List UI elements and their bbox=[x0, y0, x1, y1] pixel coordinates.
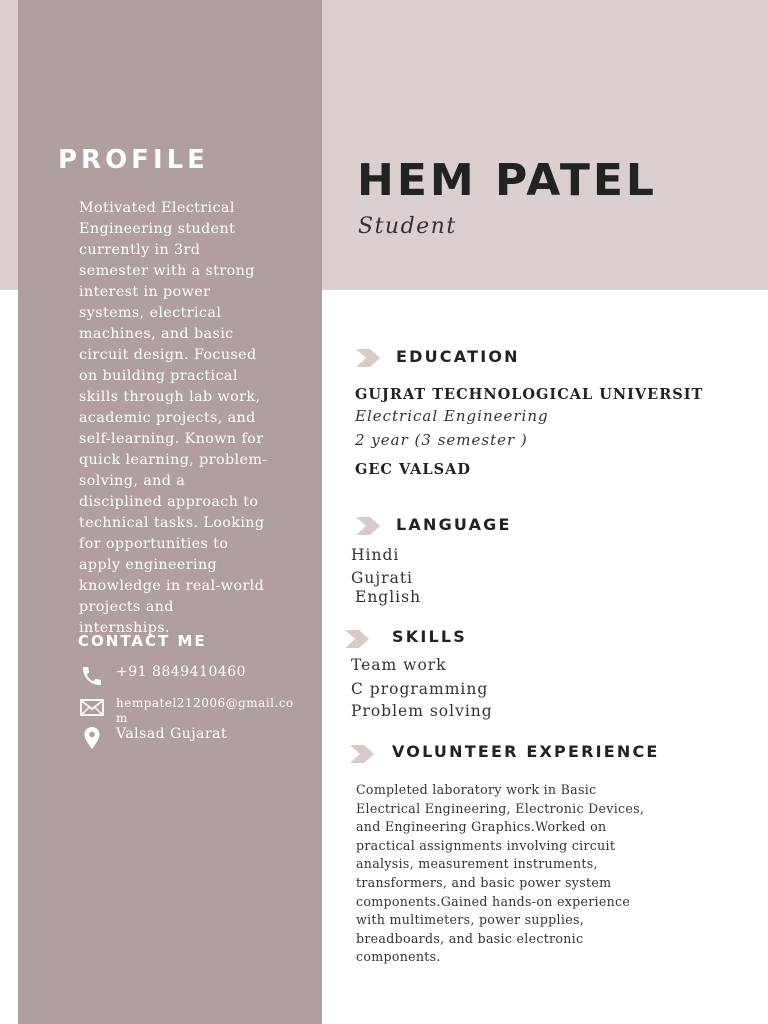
duration: 2 year (3 semester ) bbox=[355, 431, 528, 449]
person-name: HEM PATEL bbox=[357, 155, 657, 206]
volunteer-heading: VOLUNTEER EXPERIENCE bbox=[392, 742, 660, 761]
college-name: GEC VALSAD bbox=[355, 461, 471, 478]
phone-icon bbox=[80, 664, 104, 688]
profile-heading: PROFILE bbox=[58, 145, 209, 175]
envelope-icon bbox=[80, 696, 104, 720]
person-title: Student bbox=[358, 214, 457, 239]
profile-summary: Motivated Electrical Engineering student currently in 3rd semester with a strong interest in power systems, electrical machines, and basic circuit design. Focused on building practical skills through lab work, academic projects, and self-learning. Known for quick learning, problem-solving, and a disciplined approach to technical tasks. Looking for opportunities to apply engineering knowledge in real-world projects and internships. bbox=[79, 200, 268, 636]
map-pin-icon bbox=[80, 726, 104, 750]
chevron-right-icon bbox=[356, 349, 384, 367]
chevron-right-icon bbox=[356, 517, 384, 535]
skill-item: Team work bbox=[351, 656, 447, 674]
contact-heading: CONTACT ME bbox=[78, 632, 207, 650]
phone-number[interactable]: +91 8849410460 bbox=[116, 664, 247, 680]
skill-item: C programming bbox=[351, 680, 489, 698]
degree: Electrical Engineering bbox=[355, 407, 549, 425]
language-item: Gujrati bbox=[351, 569, 414, 587]
language-item: Hindi bbox=[351, 546, 400, 564]
chevron-right-icon bbox=[345, 630, 373, 648]
email-address[interactable]: hempatel212006@gmail.com bbox=[116, 696, 294, 725]
chevron-right-icon bbox=[350, 745, 378, 763]
language-item: English bbox=[355, 588, 422, 606]
education-heading: EDUCATION bbox=[396, 347, 520, 366]
university-name: GUJRAT TECHNOLOGICAL UNIVERSIT bbox=[355, 386, 704, 403]
location: Valsad Gujarat bbox=[116, 726, 228, 742]
skills-heading: SKILLS bbox=[392, 627, 467, 646]
language-heading: LANGUAGE bbox=[396, 515, 512, 534]
volunteer-description: Completed laboratory work in Basic Electrical Engineering, Electronic Devices, and Engineering Graphics.Worked on practical assignments involving circuit analysis, measurement instruments, transformers, and basic power system components.Gained hands-on experience with multimeters, power supplies, breadboards, and basic electronic components. bbox=[356, 782, 645, 965]
skill-item: Problem solving bbox=[351, 702, 493, 720]
